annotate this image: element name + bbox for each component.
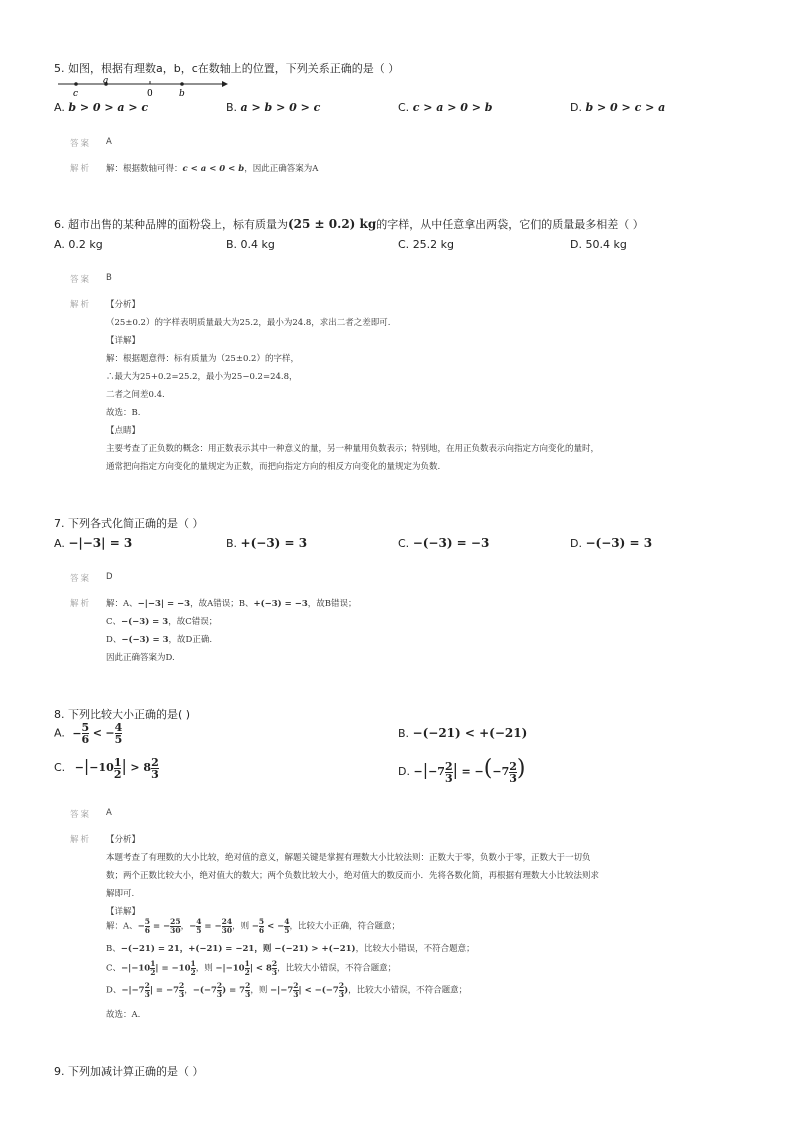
analysis-text: C、 bbox=[106, 963, 122, 974]
question-9-stem: 9. 下列加减计算正确的是（ ） bbox=[54, 1065, 204, 1078]
option-letter: D. bbox=[570, 101, 582, 114]
q6-analysis-line-6: 二者之间差0.4. bbox=[106, 390, 165, 400]
q8-option-c[interactable]: C. −|−10 $\frac{1}{2}$ | > 8 $\frac{2}{3}$ bbox=[54, 755, 159, 781]
analysis-text: 解：根据数轴可得： bbox=[106, 164, 183, 174]
option-letter: B. bbox=[398, 727, 410, 740]
option-text: 0.2 kg bbox=[68, 238, 103, 251]
q5-option-a[interactable] bbox=[54, 101, 148, 114]
q5-option-b[interactable] bbox=[226, 101, 320, 114]
q6-analysis-label: 解析 bbox=[70, 300, 92, 310]
question-5-stem: 5. 如图，根据有理数a，b，c在数轴上的位置，下列关系正确的是（ ） bbox=[54, 62, 400, 75]
option-letter: C. bbox=[398, 537, 410, 550]
q5-number-line bbox=[54, 78, 234, 100]
q8-option-b[interactable] bbox=[398, 726, 527, 740]
q8-analysis-para-1: 本题考查了有理数的大小比较，绝对值的意义，解题关键是掌握有理数大小比较法则：正数大于零，负数小于零，正数大于一切负 bbox=[106, 853, 591, 863]
number-line-label-0: 0 bbox=[147, 89, 153, 99]
fraction: $\frac{4}{5}$ bbox=[114, 721, 123, 746]
number-line-point-c bbox=[74, 82, 78, 86]
analysis-math: −(−21) = 21，+(−21) = −21，则 −(−21) > +(−21) bbox=[120, 944, 356, 954]
option-expr: −(−3) = −3 bbox=[412, 536, 490, 550]
q7-analysis-label: 解析 bbox=[70, 599, 92, 609]
analysis-text: ，比较大小正确，符合题意； bbox=[289, 921, 401, 932]
q8-analysis-label: 解析 bbox=[70, 835, 92, 845]
option-letter: D. bbox=[398, 765, 410, 778]
q7-analysis-line-1 bbox=[106, 597, 356, 609]
question-8-stem: 8. 下列比较大小正确的是( ) bbox=[54, 708, 191, 721]
q6-answer: B bbox=[106, 273, 112, 283]
option-letter: D. bbox=[570, 238, 582, 251]
q6-analysis-line-5: ∴最大为25+0.2=25.2，最小为25−0.2=24.8， bbox=[106, 372, 298, 382]
q7-option-a[interactable] bbox=[54, 536, 132, 550]
q5-analysis-label: 解析 bbox=[70, 164, 92, 174]
q5-analysis bbox=[106, 162, 318, 174]
analysis-text: 解：A、 bbox=[106, 921, 138, 932]
q6-analysis-line-7: 故选：B. bbox=[106, 408, 141, 418]
number-line-label-a: a bbox=[103, 78, 109, 86]
option-letter: C. bbox=[398, 101, 410, 114]
q8-analysis-heading-1: 【分析】 bbox=[106, 835, 141, 845]
q6-option-b[interactable] bbox=[226, 238, 275, 251]
q8-analysis-line-d: D、−|−7 $\frac{2}{3}$ | = −7 $\frac{2}{3}$ ，−(−7 $\frac{2}{3}$ ) = 7 $\frac{2}{3}$ ，则 −|−7 $\frac{2}{3}$ | < −(−7 $\frac{2}{3}$ )，比较大小错误，不符合题意； bbox=[106, 981, 468, 999]
analysis-text: ，故D正确. bbox=[168, 635, 213, 645]
option-expr: −(−3) = 3 bbox=[585, 536, 653, 550]
q8-option-d[interactable]: D. −|−7 $\frac{2}{3}$ | = −(−7 $\frac{2}{3}$ ) bbox=[398, 756, 526, 785]
option-letter: B. bbox=[226, 238, 238, 251]
q8-analysis-line-c: C、−|−10 $\frac{1}{2}$ | = −10 $\frac{1}{2}$ ，则 −|−10 $\frac{1}{2}$ | < 8 $\frac{2}{3}$ ，比较大小错误，不符合题意； bbox=[106, 959, 397, 977]
q6-option-c[interactable] bbox=[398, 238, 454, 251]
analysis-text: ，因此正确答案为A bbox=[244, 164, 319, 174]
number-line-point-b bbox=[180, 82, 184, 86]
analysis-text: B、 bbox=[106, 944, 121, 954]
analysis-text: ，故C错误； bbox=[168, 617, 218, 627]
analysis-text: ，故A错误；B、 bbox=[190, 599, 254, 609]
q7-answer: D bbox=[106, 572, 113, 582]
q7-option-c[interactable] bbox=[398, 536, 489, 550]
option-expr: a > b > 0 > c bbox=[240, 101, 321, 114]
analysis-text: C、 bbox=[106, 617, 122, 627]
q8-analysis-line-a: 解：A、− $\frac{5}{6}$ = − $\frac{25}{30}$ ，− $\frac{4}{5}$ = − $\frac{24}{30}$ ，则 − $\frac{5}{6}$ < − $\frac{4}{5}$ ，比较大小正确，符合题意； bbox=[106, 917, 401, 935]
option-letter: A. bbox=[54, 101, 65, 114]
stem-text: 的字样，从中任意拿出两袋，它们的质量最多相差（ ） bbox=[376, 218, 644, 231]
stem-math: (25 ± 0.2) kg bbox=[288, 217, 377, 231]
analysis-text: D、 bbox=[106, 985, 122, 996]
option-text: 0.4 kg bbox=[240, 238, 275, 251]
q8-analysis-heading-2: 【详解】 bbox=[106, 907, 141, 917]
option-letter: A. bbox=[54, 238, 65, 251]
q5-answer: A bbox=[106, 137, 112, 147]
option-letter: B. bbox=[226, 101, 238, 114]
option-expr: −|−3| = 3 bbox=[68, 536, 133, 550]
q6-analysis-line-3: 【详解】 bbox=[106, 336, 141, 346]
q7-analysis-line-4: 因此正确答案为D. bbox=[106, 653, 175, 663]
analysis-math: −(−3) = 3 bbox=[121, 635, 169, 645]
question-7-stem: 7. 下列各式化简正确的是（ ） bbox=[54, 517, 204, 530]
analysis-text: D、 bbox=[106, 635, 122, 645]
q6-analysis-line-1: 【分析】 bbox=[106, 300, 141, 310]
q6-analysis-line-10: 通常把向指定方向变化的量规定为正数，而把向指定方向的相反方向变化的量规定为负数. bbox=[106, 462, 441, 472]
q6-analysis-line-8: 【点睛】 bbox=[106, 426, 141, 436]
analysis-math: c < a < 0 < b bbox=[182, 164, 245, 174]
stem-text: 6. 超市出售的某种品牌的面粉袋上，标有质量为 bbox=[54, 218, 288, 231]
option-letter: C. bbox=[54, 761, 66, 774]
option-letter: D. bbox=[570, 537, 582, 550]
analysis-math: −(−3) = 3 bbox=[121, 617, 169, 627]
analysis-text: ，比较大小错误，不符合题意； bbox=[277, 963, 397, 974]
analysis-math: +(−3) = −3 bbox=[253, 599, 308, 609]
option-expr: b > 0 > a > c bbox=[68, 101, 149, 114]
question-6-stem bbox=[54, 216, 644, 232]
q8-analysis-para-3: 解即可. bbox=[106, 889, 135, 899]
analysis-text: ，故B错误； bbox=[307, 599, 357, 609]
q6-option-d[interactable] bbox=[570, 238, 627, 251]
q5-answer-label: 答案 bbox=[70, 139, 92, 149]
q8-option-a[interactable]: A. − $\frac{5}{6}$ < − $\frac{4}{5}$ bbox=[54, 721, 123, 746]
q6-analysis-line-2: （25±0.2）的字样表明质量最大为25.2，最小为24.8，求出二者之差即可. bbox=[106, 318, 391, 328]
q8-analysis-line-b bbox=[106, 942, 475, 954]
q5-option-d[interactable] bbox=[570, 101, 665, 114]
analysis-text: 解：A、 bbox=[106, 599, 138, 609]
number-line-label-c: c bbox=[73, 89, 79, 99]
option-letter: A. bbox=[54, 726, 65, 740]
q5-option-c[interactable] bbox=[398, 101, 493, 114]
option-expr: +(−3) = 3 bbox=[240, 536, 308, 550]
q7-option-b[interactable] bbox=[226, 536, 307, 550]
fraction: $\frac{5}{6}$ bbox=[81, 721, 90, 746]
option-expr: c > a > 0 > b bbox=[412, 101, 493, 114]
analysis-text: ，比较大小错误，不符合题意； bbox=[348, 985, 468, 996]
option-text: 25.2 kg bbox=[412, 238, 455, 251]
q6-analysis-line-4: 解：根据题意得：标有质量为（25±0.2）的字样， bbox=[106, 354, 299, 364]
option-letter: B. bbox=[226, 537, 238, 550]
q8-analysis-line-e: 故选：A. bbox=[106, 1010, 141, 1020]
q7-analysis-line-2 bbox=[106, 615, 217, 627]
option-expr: −(−21) < +(−21) bbox=[412, 726, 528, 740]
option-expr: b > 0 > c > a bbox=[585, 101, 666, 114]
q7-option-d[interactable] bbox=[570, 536, 652, 550]
option-letter: C. bbox=[398, 238, 410, 251]
analysis-text: ，比较大小错误，不符合题意； bbox=[355, 944, 475, 954]
q6-analysis-line-9: 主要考查了正负数的概念：用正数表示其中一种意义的量，另一种量用负数表示；特别地，在用正负数表示向指定方向变化的量时， bbox=[106, 444, 600, 454]
q8-analysis-para-2: 数；两个正数比较大小，绝对值大的数大；两个负数比较大小，绝对值大的数反而小．先将各数化简，再根据有理数大小比较法则求 bbox=[106, 871, 600, 881]
q6-answer-label: 答案 bbox=[70, 275, 92, 285]
number-line-label-b: b bbox=[179, 89, 185, 99]
option-text: 50.4 kg bbox=[585, 238, 627, 251]
q7-answer-label: 答案 bbox=[70, 574, 92, 584]
q8-answer-label: 答案 bbox=[70, 810, 92, 820]
q7-analysis-line-3 bbox=[106, 633, 212, 645]
option-letter: A. bbox=[54, 537, 65, 550]
analysis-math: −|−3| = −3 bbox=[137, 599, 191, 609]
number-line-arrow bbox=[222, 81, 228, 87]
q8-answer: A bbox=[106, 808, 112, 818]
q6-option-a[interactable] bbox=[54, 238, 103, 251]
